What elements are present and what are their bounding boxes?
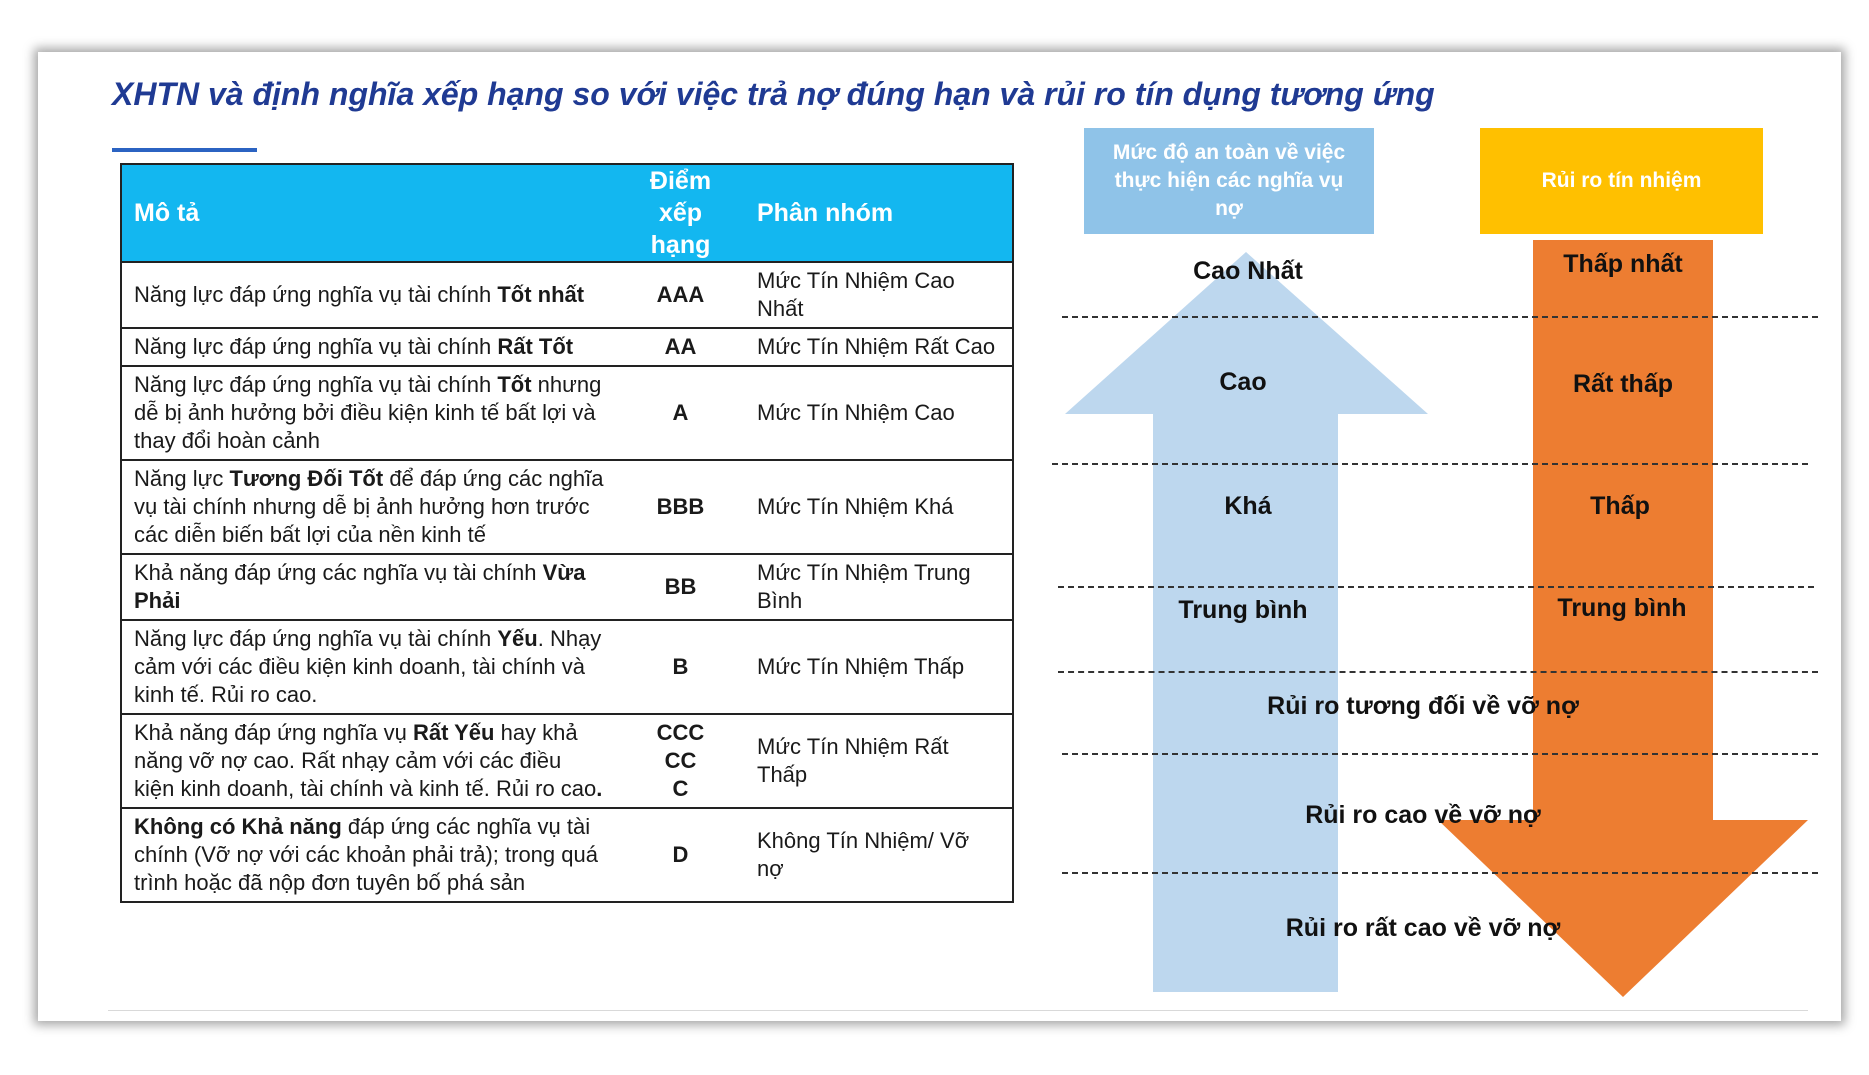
divider-6 [1062, 872, 1818, 874]
row-rating-code: CCC CC C [616, 714, 745, 808]
row-group: Mức Tín Nhiệm Rất Cao [745, 328, 1013, 366]
row-rating-code: AAA [616, 262, 745, 328]
row-group: Mức Tín Nhiệm Cao Nhất [745, 262, 1013, 328]
risk-header-box: Rủi ro tín nhiệm [1480, 128, 1763, 234]
row-description: Khả năng đáp ứng nghĩa vụ Rất Yếu hay khả năng vỡ nợ cao. Rất nhạy cảm với các điều kiện kinh doanh, tài chính và kinh tế. Rủi ro cao. [121, 714, 616, 808]
risk-level-1: Thấp nhất [1563, 250, 1683, 278]
risk-level-3: Thấp [1590, 492, 1650, 520]
page-title: XHTN và định nghĩa xếp hạng so với việc trả nợ đúng hạn và rủi ro tín dụng tương ứng [112, 76, 1435, 112]
risk-level-4: Trung bình [1557, 594, 1687, 622]
header-description: Mô tả [121, 164, 616, 262]
divider-2 [1052, 463, 1808, 465]
row-group: Mức Tín Nhiệm Cao [745, 366, 1013, 460]
row-description: Năng lực đáp ứng nghĩa vụ tài chính Tốt nhưng dễ bị ảnh hưởng bởi điều kiện kinh tế bất lợi và thay đổi hoàn cảnh [121, 366, 616, 460]
footer-divider [108, 1010, 1808, 1011]
safety-level-4: Trung bình [1178, 596, 1308, 624]
divider-5 [1062, 753, 1818, 755]
safety-level-3: Khá [1224, 492, 1272, 520]
row-rating-code: BBB [616, 460, 745, 554]
default-risk-2: Rủi ro cao về vỡ nợ [1305, 801, 1541, 829]
row-group: Mức Tín Nhiệm Trung Bình [745, 554, 1013, 620]
safety-level-2: Cao [1219, 368, 1267, 396]
divider-1 [1062, 316, 1818, 318]
divider-3 [1058, 586, 1814, 588]
row-description: Năng lực đáp ứng nghĩa vụ tài chính Rất Tốt [121, 328, 616, 366]
row-rating-code: A [616, 366, 745, 460]
divider-4 [1058, 671, 1818, 673]
row-group: Mức Tín Nhiệm Khá [745, 460, 1013, 554]
row-rating-code: AA [616, 328, 745, 366]
row-description: Khả năng đáp ứng các nghĩa vụ tài chính Vừa Phải [121, 554, 616, 620]
row-rating-code: D [672, 842, 689, 867]
row-group: Mức Tín Nhiệm Thấp [745, 620, 1013, 714]
row-group: Mức Tín Nhiệm Rất Thấp [745, 714, 1013, 808]
row-group: Không Tín Nhiệm/ Vỡ nợ [757, 828, 970, 881]
header-score: Điểm xếp hạng [616, 164, 745, 262]
header-group: Phân nhóm [745, 164, 1013, 262]
row-description: Năng lực đáp ứng nghĩa vụ tài chính Tốt nhất [121, 262, 616, 328]
slide [38, 52, 1841, 1021]
default-risk-1: Rủi ro tương đối về vỡ nợ [1267, 692, 1579, 720]
row-description: Không có Khả năng đáp ứng các nghĩa vụ tài chính (Vỡ nợ với các khoản phải trả); trong quá trình hoặc đã nộp đơn tuyên bố phá sản [134, 814, 598, 895]
row-description: Năng lực Tương Đối Tốt để đáp ứng các nghĩa vụ tài chính nhưng dễ bị ảnh hưởng hơn trước các diễn biến bất lợi của nền kinh tế [121, 460, 616, 554]
risk-level-2: Rất thấp [1573, 370, 1673, 398]
row-description: Năng lực đáp ứng nghĩa vụ tài chính Yếu. Nhạy cảm với các điều kiện kinh doanh, tài chính và kinh tế. Rủi ro cao. [121, 620, 616, 714]
safety-header-box: Mức độ an toàn về việc thực hiện các nghĩa vụ nợ [1084, 128, 1374, 234]
row-rating-code: B [616, 620, 745, 714]
safety-level-1: Cao Nhất [1193, 257, 1303, 285]
default-risk-3: Rủi ro rất cao về vỡ nợ [1285, 914, 1561, 942]
row-rating-code: BB [616, 554, 745, 620]
